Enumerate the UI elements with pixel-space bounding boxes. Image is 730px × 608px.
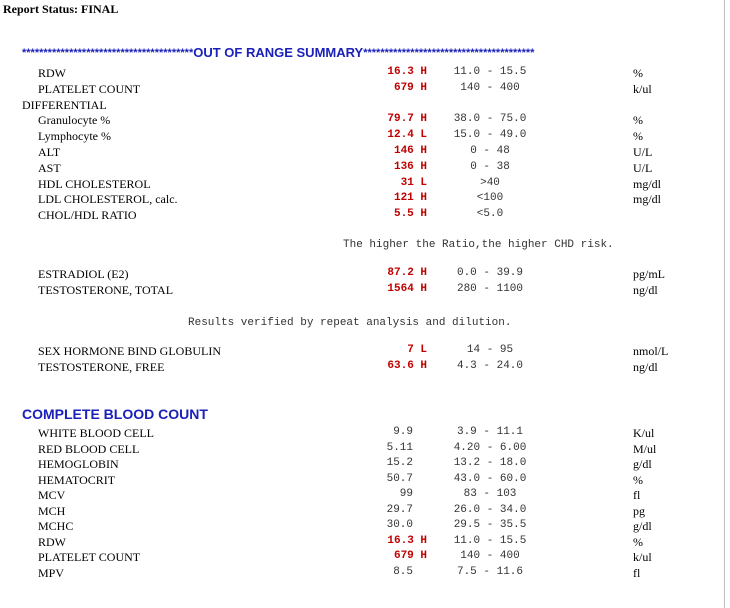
flagged-result-value: 121 H: [393, 192, 427, 205]
reference-range: 29.5 - 35.5: [453, 519, 527, 531]
reference-range: 38.0 - 75.0: [453, 113, 527, 126]
unit-label: k/ul: [633, 81, 652, 96]
flagged-result-value: 31 L: [400, 176, 427, 189]
table-row: [0, 519, 724, 534]
table-row: [0, 344, 724, 359]
unit-label: %: [633, 129, 643, 144]
table-row: [0, 457, 724, 472]
result-value: 9.9: [393, 426, 413, 438]
page-edge-divider: [724, 0, 725, 608]
flagged-result-value: 79.7 H: [387, 113, 427, 126]
unit-label: ng/dl: [633, 282, 658, 297]
test-name: TESTOSTERONE, TOTAL: [38, 282, 174, 297]
unit-label: K/ul: [633, 426, 655, 440]
test-name: SEX HORMONE BIND GLOBULIN: [38, 344, 221, 358]
test-name: PLATELET COUNT: [38, 81, 141, 96]
table-row: [0, 473, 724, 488]
flagged-result-value: 87.2 H: [387, 267, 427, 279]
unit-label: nmol/L: [633, 344, 669, 358]
test-name: MPV: [38, 565, 65, 580]
table-row: [0, 504, 724, 519]
table-row: [0, 360, 724, 375]
table-row: [0, 566, 724, 581]
table-row: [0, 98, 724, 113]
unit-label: mg/dl: [633, 192, 662, 207]
unit-label: g/dl: [633, 519, 652, 533]
result-value: 29.7: [386, 503, 413, 516]
test-name: MCHC: [38, 519, 74, 533]
unit-label: pg/mL: [633, 267, 665, 281]
unit-label: fl: [633, 565, 641, 580]
result-value: 50.7: [386, 472, 413, 485]
table-row: [0, 550, 724, 565]
table-row: [0, 129, 724, 144]
reference-range: 140 - 400: [460, 550, 520, 562]
unit-label: pg: [633, 503, 645, 518]
table-row: [0, 177, 724, 192]
reference-range: 280 - 1100: [456, 282, 523, 295]
unit-label: M/ul: [633, 441, 657, 456]
out-of-range-title: OUT OF RANGE SUMMARY: [193, 45, 364, 60]
test-name: MCV: [38, 488, 66, 502]
section-label: DIFFERENTIAL: [22, 97, 107, 112]
reference-range: 15.0 - 49.0: [453, 129, 527, 142]
test-name: HDL CHOLESTEROL: [38, 176, 151, 191]
reference-range: 0 - 38: [470, 160, 510, 173]
flagged-result-value: 136 H: [393, 160, 427, 173]
table-row: [0, 192, 724, 207]
flagged-result-value: 146 H: [393, 145, 427, 157]
unit-label: g/dl: [633, 457, 652, 471]
table-row: [0, 442, 724, 457]
table-row: [0, 283, 724, 298]
reference-range: 4.3 - 24.0: [456, 359, 523, 372]
reference-range: >40: [480, 176, 500, 189]
reference-range: 140 - 400: [460, 81, 520, 94]
verification-note: Results verified by repeat analysis and dilution.: [188, 317, 512, 329]
reference-range: <5.0: [476, 208, 504, 221]
unit-label: mg/dl: [633, 176, 662, 191]
test-name: ALT: [38, 145, 61, 159]
chd-risk-note: The higher the Ratio,the higher CHD risk.: [343, 239, 614, 251]
unit-label: %: [633, 66, 643, 80]
reference-range: 11.0 - 15.5: [453, 534, 527, 547]
flagged-result-value: 12.4 L: [387, 129, 427, 142]
result-value: 30.0: [386, 519, 413, 531]
unit-label: ng/dl: [633, 359, 658, 374]
unit-label: k/ul: [633, 550, 652, 564]
table-row: [0, 208, 724, 223]
test-name: HEMATOCRIT: [38, 472, 116, 487]
reference-range: 7.5 - 11.6: [456, 565, 523, 578]
test-name: Lymphocyte %: [38, 129, 111, 144]
unit-label: U/L: [633, 145, 653, 159]
test-name: LDL CHOLESTEROL, calc.: [38, 192, 178, 207]
table-row: [0, 426, 724, 441]
cbc-heading: COMPLETE BLOOD COUNT: [22, 406, 208, 422]
result-value: 99: [399, 488, 413, 500]
test-name: MCH: [38, 503, 66, 518]
result-value: 8.5: [393, 565, 413, 578]
test-name: Granulocyte %: [38, 113, 111, 128]
flagged-result-value: 5.5 H: [393, 208, 427, 221]
out-of-range-heading: [22, 45, 534, 60]
reference-range: 83 - 103: [463, 488, 517, 500]
unit-label: %: [633, 472, 643, 487]
report-status: Report Status: FINAL: [3, 2, 119, 16]
reference-range: 26.0 - 34.0: [453, 503, 527, 516]
test-name: HEMOGLOBIN: [38, 457, 119, 471]
test-name: AST: [38, 160, 61, 175]
table-row: [0, 535, 724, 550]
unit-label: %: [633, 113, 643, 128]
table-row: [0, 113, 724, 128]
heading-stars-left: ****************************************: [22, 47, 194, 59]
reference-range: <100: [476, 192, 504, 205]
reference-range: 0 - 48: [470, 145, 510, 157]
result-value: 15.2: [386, 457, 413, 469]
flagged-result-value: 679 H: [393, 550, 427, 562]
reference-range: 13.2 - 18.0: [453, 457, 527, 469]
test-name: PLATELET COUNT: [38, 550, 141, 564]
table-row: [0, 66, 724, 81]
reference-range: 0.0 - 39.9: [456, 267, 523, 279]
table-row: [0, 267, 724, 282]
reference-range: 4.20 - 6.00: [453, 441, 527, 454]
test-name: WHITE BLOOD CELL: [38, 426, 154, 440]
test-name: RED BLOOD CELL: [38, 441, 140, 456]
reference-range: 14 - 95: [466, 344, 514, 356]
flagged-result-value: 7 L: [407, 344, 427, 356]
flagged-result-value: 679 H: [393, 81, 427, 94]
test-name: CHOL/HDL RATIO: [38, 208, 137, 223]
table-row: [0, 161, 724, 176]
reference-range: 11.0 - 15.5: [453, 66, 527, 78]
test-name: ESTRADIOL (E2): [38, 267, 129, 281]
reference-range: 3.9 - 11.1: [456, 426, 523, 438]
unit-label: %: [633, 534, 643, 549]
flagged-result-value: 63.6 H: [387, 359, 427, 372]
table-row: [0, 488, 724, 503]
flagged-result-value: 16.3 H: [387, 66, 427, 78]
result-value: 5.11: [386, 441, 413, 454]
unit-label: U/L: [633, 160, 653, 175]
table-row: [0, 145, 724, 160]
test-name: RDW: [38, 534, 66, 549]
heading-stars-right: ****************************************: [363, 47, 535, 59]
reference-range: 43.0 - 60.0: [453, 472, 527, 485]
table-row: [0, 82, 724, 97]
unit-label: fl: [633, 488, 641, 502]
test-name: TESTOSTERONE, FREE: [38, 359, 165, 374]
test-name: RDW: [38, 66, 66, 80]
flagged-result-value: 1564 H: [387, 282, 427, 295]
flagged-result-value: 16.3 H: [387, 534, 427, 547]
